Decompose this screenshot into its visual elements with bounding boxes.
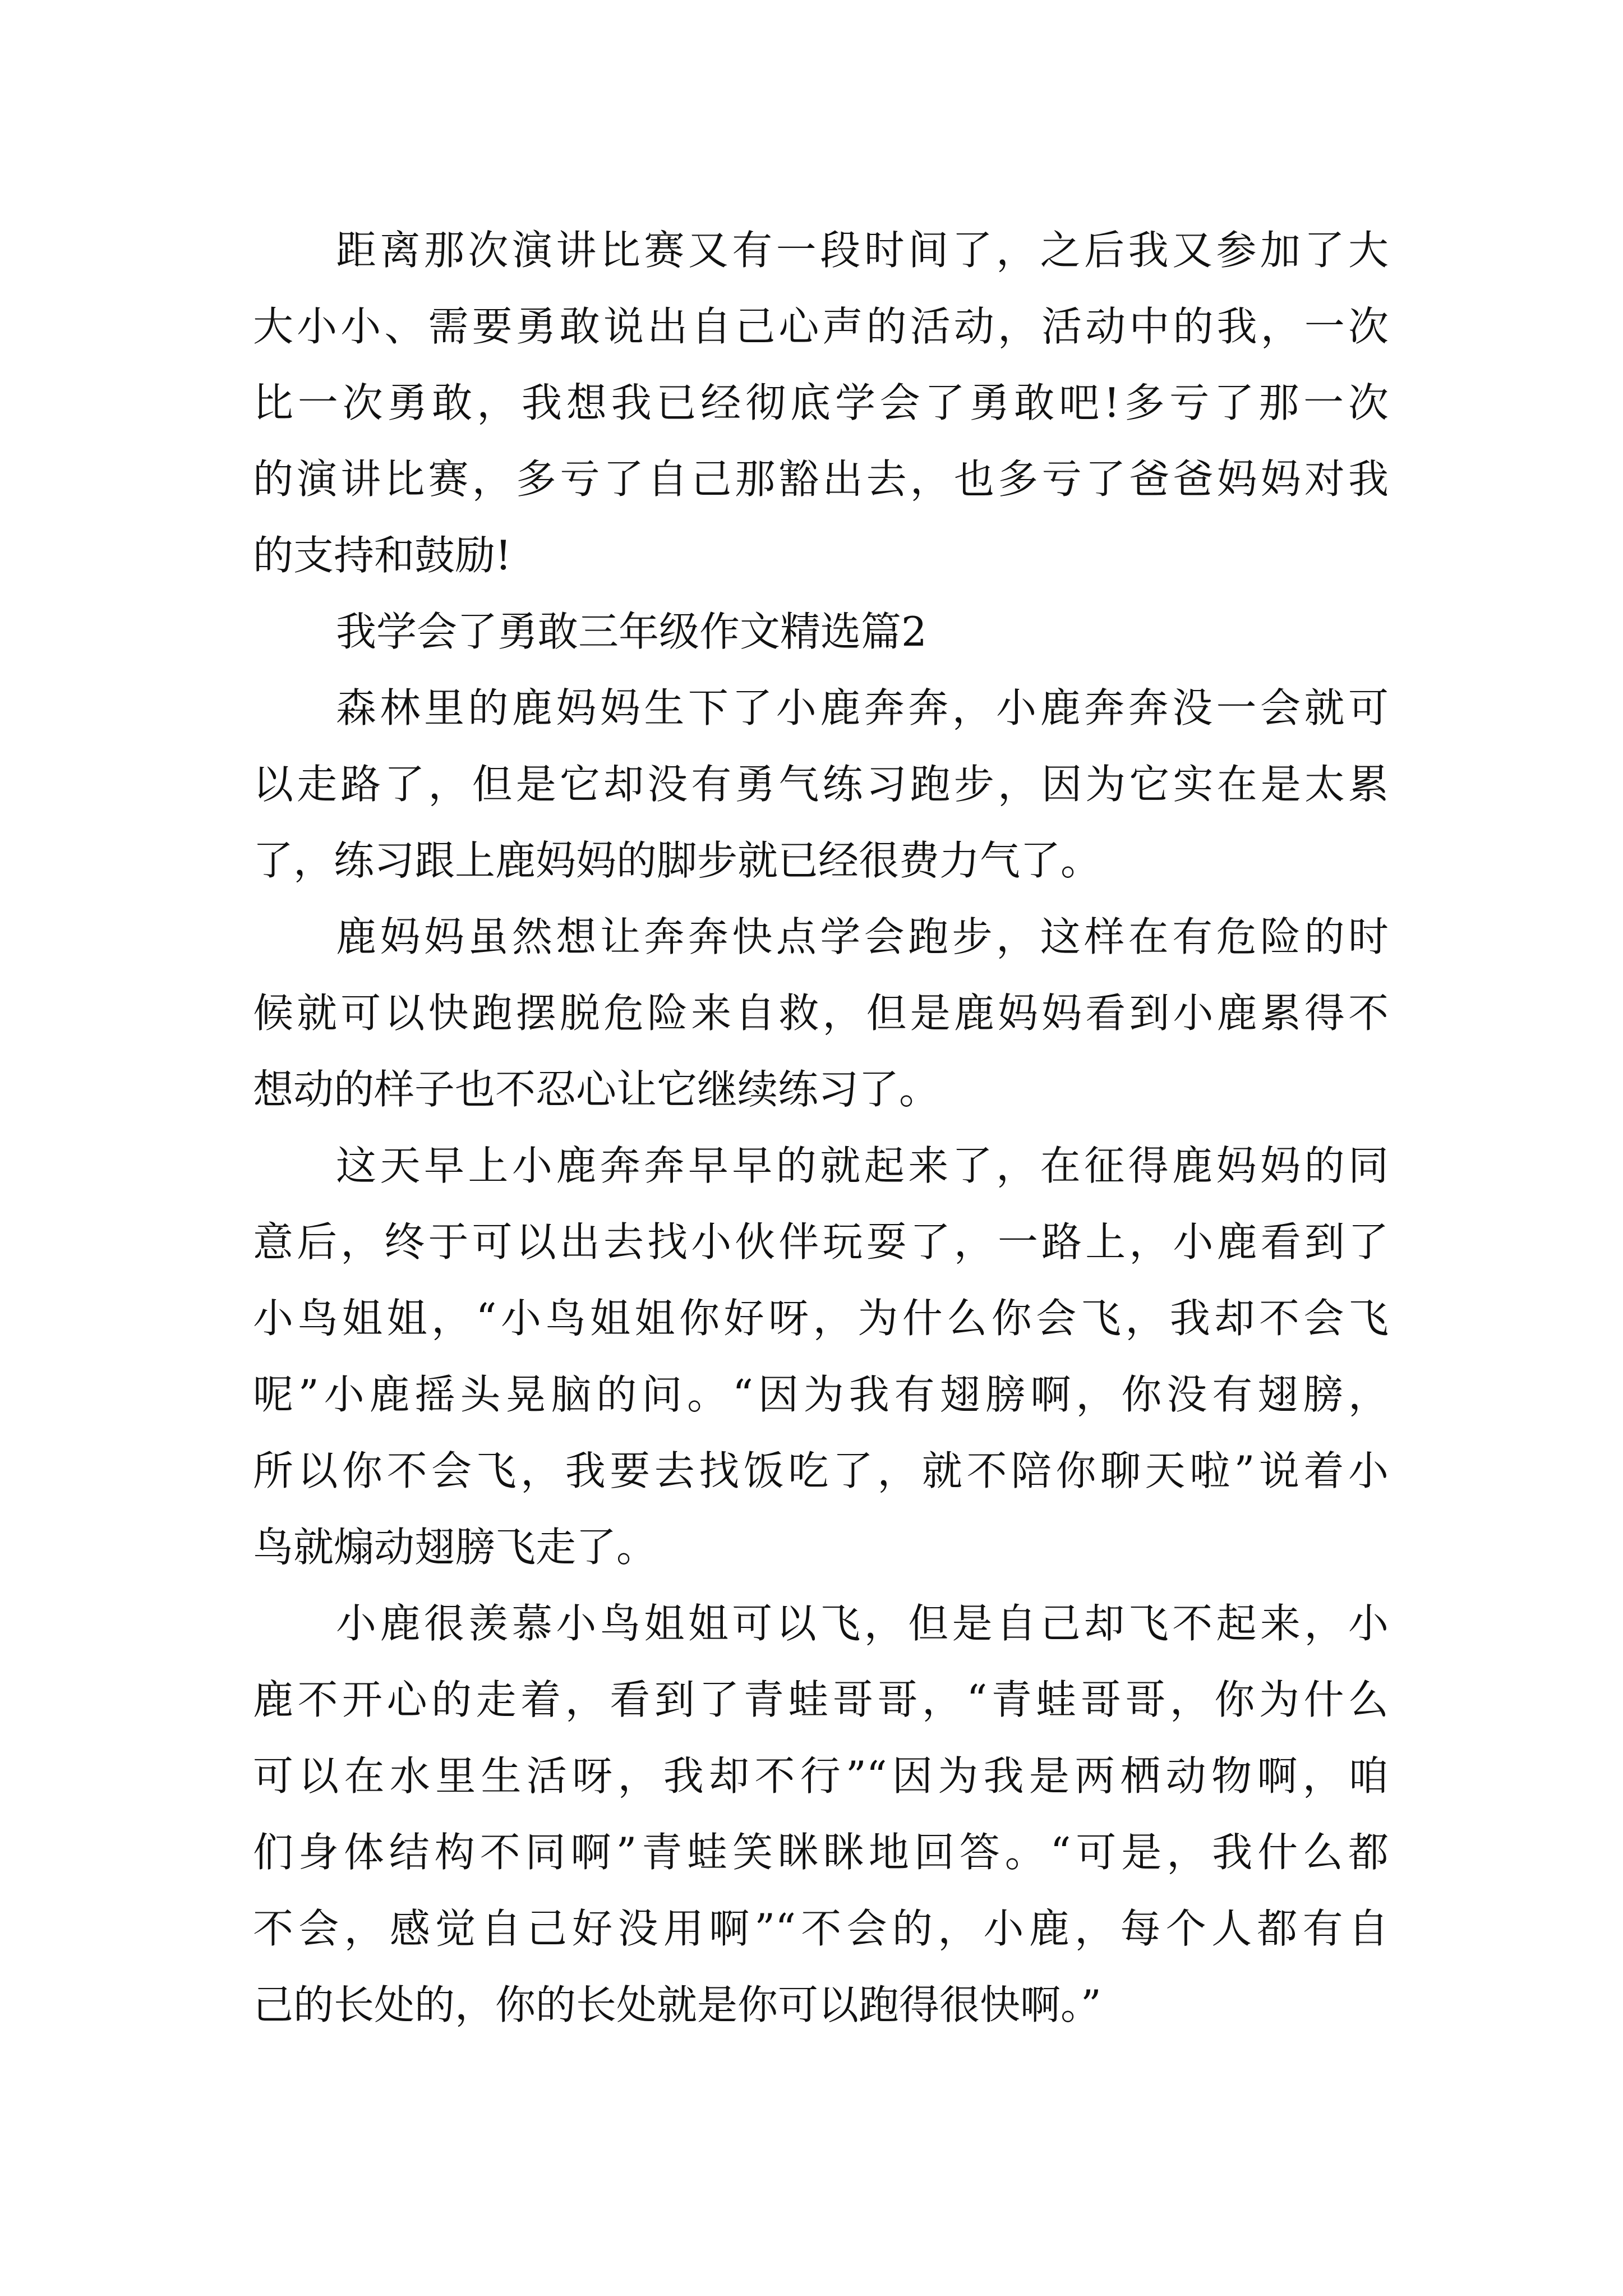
section-heading: 我学会了勇敢三年级作文精选篇2 <box>336 608 927 655</box>
paragraph-5 <box>253 1585 1389 2043</box>
paragraph-3 <box>253 899 1389 1128</box>
paragraph-2 <box>253 670 1389 899</box>
paragraph-line: 意后，终于可以出去找小伙伴玩耍了，一路上，小鹿看到了 <box>253 1218 1389 1266</box>
paragraph-line: 以走路了，但是它却没有勇气练习跑步，因为它实在是太累 <box>253 761 1389 808</box>
paragraph-line: 比一次勇敢，我想我已经彻底学会了勇敢吧!多亏了那一次 <box>253 379 1389 426</box>
paragraph-line: 这天早上小鹿奔奔早早的就起来了，在征得鹿妈妈的同 <box>336 1142 1389 1189</box>
paragraph-line: 了，练习跟上鹿妈妈的脚步就已经很费力气了。 <box>253 837 1101 884</box>
paragraph-line: 己的长处的，你的长处就是你可以跑得很快啊。” <box>253 1981 1101 2028</box>
document-body <box>253 212 1389 2043</box>
paragraph-line: 呢”小鹿摇头晃脑的问。“因为我有翅膀啊，你没有翅膀， <box>253 1371 1389 1418</box>
paragraph-4 <box>253 1128 1389 1585</box>
paragraph-line: 森林里的鹿妈妈生下了小鹿奔奔，小鹿奔奔没一会就可 <box>336 684 1389 731</box>
paragraph-line: 候就可以快跑摆脱危险来自救，但是鹿妈妈看到小鹿累得不 <box>253 990 1389 1037</box>
paragraph-line: 的支持和鼓励! <box>253 532 511 579</box>
paragraph-line: 小鸟姐姐，“小鸟姐姐你好呀，为什么你会飞，我却不会飞 <box>253 1295 1389 1342</box>
paragraph-line: 想动的样子也不忍心让它继续练习了。 <box>253 1066 940 1113</box>
paragraph-line: 鹿妈妈虽然想让奔奔快点学会跑步，这样在有危险的时 <box>336 913 1389 960</box>
paragraph-1 <box>253 212 1389 593</box>
paragraph-line: 鹿不开心的走着，看到了青蛙哥哥，“青蛙哥哥，你为什么 <box>253 1676 1389 1723</box>
paragraph-line: 距离那次演讲比赛又有一段时间了，之后我又参加了大 <box>336 227 1389 274</box>
paragraph-line: 大小小、需要勇敢说出自己心声的活动，活动中的我，一次 <box>253 303 1389 350</box>
paragraph-line: 小鹿很羡慕小鸟姐姐可以飞，但是自己却飞不起来，小 <box>336 1600 1389 1647</box>
paragraph-line: 可以在水里生活呀，我却不行”“因为我是两栖动物啊，咱 <box>253 1752 1389 1800</box>
paragraph-line: 所以你不会飞，我要去找饭吃了，就不陪你聊天啦”说着小 <box>253 1447 1389 1494</box>
paragraph-line: 们身体结构不同啊”青蛙笑眯眯地回答。“可是，我什么都 <box>253 1829 1389 1876</box>
paragraph-line: 的演讲比赛，多亏了自己那豁出去，也多亏了爸爸妈妈对我 <box>253 455 1389 503</box>
paragraph-line: 鸟就煽动翅膀飞走了。 <box>253 1524 657 1571</box>
paragraph-line: 不会，感觉自己好没用啊”“不会的，小鹿，每个人都有自 <box>253 1905 1389 1952</box>
